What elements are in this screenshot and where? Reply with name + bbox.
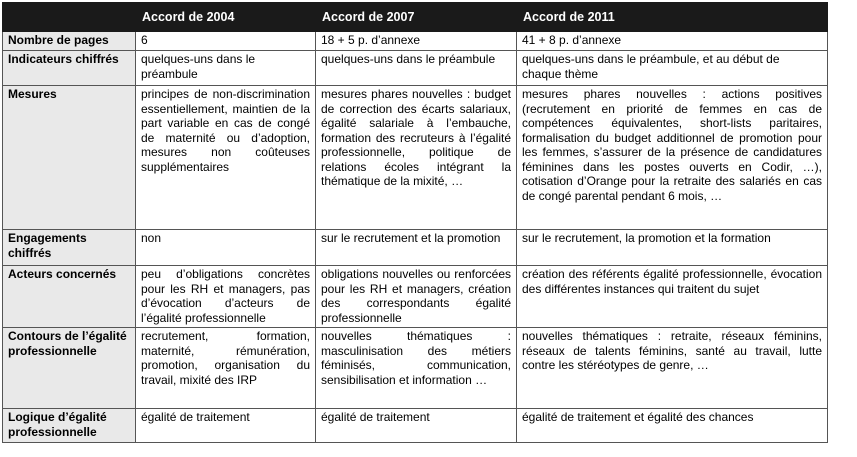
table-cell: obligations nouvelles ou renforcées pour les RH et managers, création des correspondants égalité professionnelle (316, 266, 517, 328)
row-label: Contours de l’égalité professionnelle (3, 328, 136, 409)
table-cell: 18 + 5 p. d’annexe (316, 32, 517, 51)
table-cell: égalité de traitement (136, 409, 316, 443)
table-cell: sur le recrutement et la promotion (316, 230, 517, 266)
table-cell: nouvelles thématiques : retraite, réseaux féminins, réseaux de talents féminins, santé au travail, lutte contre les stéréotypes de genre, … (517, 328, 828, 409)
header-accord-2007: Accord de 2007 (316, 3, 517, 32)
table-cell: sur le recrutement, la promotion et la formation (517, 230, 828, 266)
table-row (3, 328, 828, 409)
table-cell: non (136, 230, 316, 266)
table-row (3, 266, 828, 328)
table-row (3, 86, 828, 230)
table-row (3, 51, 828, 86)
table-cell: quelques-uns dans le préambule (136, 51, 316, 86)
table-cell: recrutement, formation, maternité, rémunération, promotion, organisation du travail, mixité des IRP (136, 328, 316, 409)
table-cell: création des référents égalité professionnelle, évocation des différentes instances qui traitent du sujet (517, 266, 828, 328)
row-label: Nombre de pages (3, 32, 136, 51)
header-row (3, 3, 828, 32)
table-cell: mesures phares nouvelles : budget de correction des écarts salariaux, égalité salariale à l’embauche, formation des recruteurs à l’égalité professionnelle, politique de relations écoles intégrant la thématique de la mixité, … (316, 86, 517, 230)
table-cell: 6 (136, 32, 316, 51)
row-label: Acteurs concernés (3, 266, 136, 328)
table-cell: 41 + 8 p. d’annexe (517, 32, 828, 51)
agreements-comparison-table (2, 2, 828, 443)
row-label: Engagements chiffrés (3, 230, 136, 266)
table-cell: mesures phares nouvelles : actions positives (recrutement en priorité de femmes en cas de compétences équivalentes, short-lists paritaires, formalisation du budget additionnel de promotion pour les femmes, s’assurer de la présence de candidatures féminines dans les postes ouverts en Codir, …), cotisation d’Orange pour la retraite des salariés en cas de congé parental pendant 6 mois, … (517, 86, 828, 230)
header-corner (3, 3, 136, 32)
table-cell: égalité de traitement (316, 409, 517, 443)
table-cell: quelques-uns dans le préambule (316, 51, 517, 86)
header-accord-2004: Accord de 2004 (136, 3, 316, 32)
header-accord-2011: Accord de 2011 (517, 3, 828, 32)
row-label: Mesures (3, 86, 136, 230)
table-cell: égalité de traitement et égalité des chances (517, 409, 828, 443)
table-cell: principes de non-discrimination essentiellement, maintien de la part variable en cas de congé de maternité ou d’adoption, mesures non coûteuses supplémentaires (136, 86, 316, 230)
row-label: Indicateurs chiffrés (3, 51, 136, 86)
table-row (3, 32, 828, 51)
row-label: Logique d’égalité professionnelle (3, 409, 136, 443)
table-cell: peu d’obligations concrètes pour les RH et managers, pas d’évocation d’acteurs de l’égalité professionnelle (136, 266, 316, 328)
table-row (3, 409, 828, 443)
table-row (3, 230, 828, 266)
table-cell: quelques-uns dans le préambule, et au début de chaque thème (517, 51, 828, 86)
table-cell: nouvelles thématiques : masculinisation des métiers féminisés, communication, sensibilisation et information … (316, 328, 517, 409)
